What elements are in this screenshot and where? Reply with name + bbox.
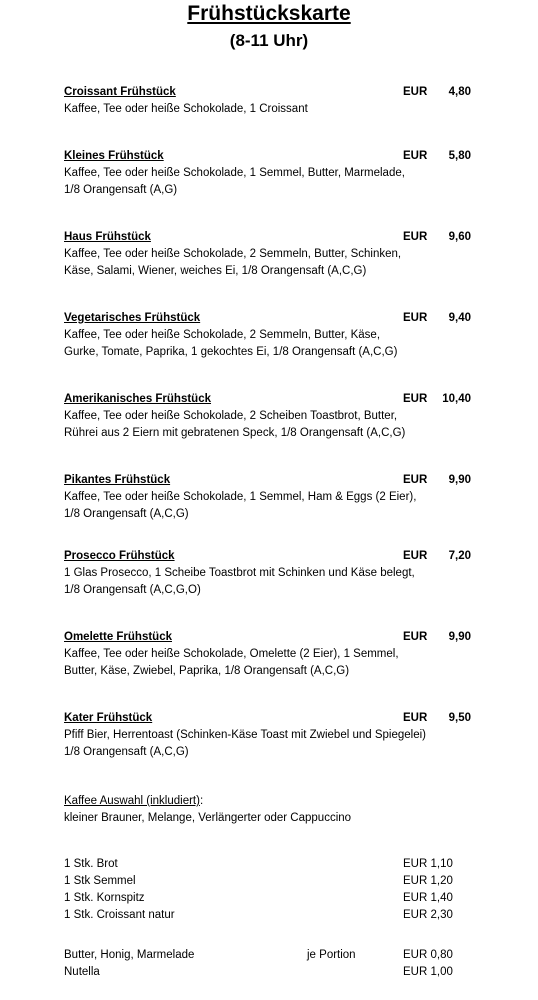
menu-title: Frühstückskarte	[187, 2, 351, 25]
item-description: Kaffee, Tee oder heiße Schokolade, 1 Semmel, Butter, Marmelade, 1/8 Orangensaft (A,G)	[64, 167, 405, 196]
item-price: 7,20	[448, 550, 471, 562]
item-name: Omelette Frühstück	[64, 631, 172, 643]
bread-row	[64, 907, 484, 924]
item-description: Kaffee, Tee oder heiße Schokolade, 2 Scheiben Toastbrot, Butter, Rührei aus 2 Eiern mit gebratenen Speck, 1/8 Orangensaft (A,C,G)	[64, 410, 406, 439]
item-currency: EUR	[403, 712, 428, 724]
bread-price: EUR 1,10	[403, 858, 453, 870]
item-currency: EUR	[403, 631, 428, 643]
item-currency: EUR	[403, 150, 428, 162]
item-price: 9,40	[448, 312, 471, 324]
item-description: Kaffee, Tee oder heiße Schokolade, 2 Semmeln, Butter, Käse, Gurke, Tomate, Paprika, 1 gekochtes Ei, 1/8 Orangensaft (A,C,G)	[64, 329, 398, 358]
bread-row	[64, 873, 484, 890]
menu-item	[64, 310, 484, 361]
coffee-heading-colon: :	[199, 795, 204, 807]
item-currency: EUR	[403, 312, 428, 324]
item-currency: EUR	[403, 550, 428, 562]
spread-note: je Portion	[307, 949, 356, 961]
item-name: Kleines Frühstück	[64, 150, 164, 162]
coffee-options: kleiner Brauner, Melange, Verlängerter oder Cappuccino	[64, 812, 352, 824]
spread-price: EUR 1,00	[403, 966, 453, 978]
item-name: Vegetarisches Frühstück	[64, 312, 201, 324]
bread-label: 1 Stk. Brot	[64, 858, 118, 870]
item-price: 9,60	[448, 231, 471, 243]
item-price: 9,90	[448, 631, 471, 643]
item-price: 9,50	[448, 712, 471, 724]
menu-subtitle: (8-11 Uhr)	[229, 31, 309, 50]
item-description: Kaffee, Tee oder heiße Schokolade, Omelette (2 Eier), 1 Semmel, Butter, Käse, Zwiebel, Paprika, 1/8 Orangensaft (A,C,G)	[64, 648, 399, 677]
item-description: Kaffee, Tee oder heiße Schokolade, 1 Semmel, Ham & Eggs (2 Eier), 1/8 Orangensaft (A,C,G)	[64, 491, 417, 520]
item-description: Kaffee, Tee oder heiße Schokolade, 2 Semmeln, Butter, Schinken, Käse, Salami, Wiener, weiches Ei, 1/8 Orangensaft (A,C,G)	[64, 248, 402, 277]
bread-row	[64, 856, 484, 873]
bread-label: 1 Stk Semmel	[64, 875, 136, 887]
item-description: 1 Glas Prosecco, 1 Scheibe Toastbrot mit Schinken und Käse belegt, 1/8 Orangensaft (A,C,G,O)	[64, 567, 415, 596]
item-name: Amerikanisches Frühstück	[64, 393, 212, 405]
item-price: 4,80	[448, 86, 471, 98]
menu-item	[64, 629, 484, 680]
bread-price: EUR 1,40	[403, 892, 453, 904]
item-price: 5,80	[448, 150, 471, 162]
spread-row	[64, 947, 484, 964]
item-description: Pfiff Bier, Herrentoast (Schinken-Käse Toast mit Zwiebel und Spiegelei) 1/8 Orangensaft (A,C,G)	[64, 729, 427, 758]
item-currency: EUR	[403, 474, 428, 486]
spread-price: EUR 0,80	[403, 949, 453, 961]
coffee-heading: Kaffee Auswahl (inkludiert)	[64, 795, 200, 807]
bread-price: EUR 1,20	[403, 875, 453, 887]
item-currency: EUR	[403, 231, 428, 243]
bread-row	[64, 890, 484, 907]
bread-label: 1 Stk. Croissant natur	[64, 909, 175, 921]
menu-item	[64, 148, 484, 199]
item-name: Croissant Frühstück	[64, 86, 176, 98]
spread-label: Nutella	[64, 966, 100, 978]
menu-item	[64, 548, 484, 599]
item-name: Haus Frühstück	[64, 231, 151, 243]
menu-item	[64, 710, 484, 761]
item-currency: EUR	[403, 393, 428, 405]
item-description: Kaffee, Tee oder heiße Schokolade, 1 Croissant	[64, 103, 308, 115]
menu-item	[64, 391, 484, 442]
item-name: Kater Frühstück	[64, 712, 153, 724]
item-currency: EUR	[403, 86, 428, 98]
bread-list	[64, 856, 484, 924]
menu-item	[64, 472, 484, 523]
menu-item	[64, 229, 484, 280]
spread-row	[64, 964, 484, 981]
menu-item	[64, 84, 484, 118]
item-price: 9,90	[448, 474, 471, 486]
spread-label: Butter, Honig, Marmelade	[64, 949, 195, 961]
spreads-list	[64, 947, 484, 981]
bread-price: EUR 2,30	[403, 909, 453, 921]
item-price: 10,40	[442, 393, 471, 405]
bread-label: 1 Stk. Kornspitz	[64, 892, 145, 904]
item-name: Prosecco Frühstück	[64, 550, 175, 562]
item-name: Pikantes Frühstück	[64, 474, 171, 486]
coffee-selection	[64, 793, 351, 827]
